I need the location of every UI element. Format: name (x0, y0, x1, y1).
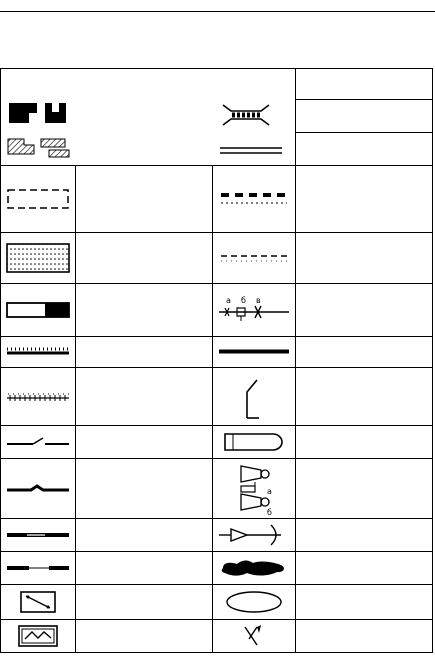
dashed-rectangle-icon (1, 166, 76, 233)
row-right-text (296, 459, 433, 519)
bent-thick-line-icon (1, 459, 76, 519)
flag-mark-icon (213, 620, 296, 653)
row-right-text (296, 426, 433, 459)
dotted-grid-rectangle-icon (1, 233, 76, 284)
row-right-text (296, 585, 433, 620)
row-right-text (296, 519, 433, 552)
labeled-line-abv-icon (213, 284, 296, 337)
row-left-text (76, 166, 213, 233)
header-text-2 (296, 100, 433, 132)
blob-shape-icon (213, 552, 296, 585)
broken-line-switch-icon (1, 426, 76, 459)
bent-pole-icon (213, 368, 296, 426)
row-left-text (76, 459, 213, 519)
table-row (1, 620, 433, 653)
row-right-text (296, 368, 433, 426)
box-zigzag-icon (1, 620, 76, 653)
label-b: б (241, 296, 246, 305)
table-row (1, 284, 433, 337)
gap-thick-line-icon (1, 552, 76, 585)
row-left-text (76, 368, 213, 426)
building-blocks-icon (9, 103, 66, 123)
box-diagonal-icon (1, 585, 76, 620)
bridge-over-road-icon (223, 105, 269, 125)
row-left-text (76, 519, 213, 552)
half-filled-rectangle-icon (1, 284, 76, 337)
thick-line-icon (213, 337, 296, 368)
lamp-pair-icon (213, 459, 296, 519)
row-left-text (76, 585, 213, 620)
row-left-text (76, 552, 213, 585)
double-line-icon (220, 148, 282, 153)
arrow-arc-icon (213, 519, 296, 552)
label-a: а (226, 296, 231, 305)
table-row (1, 233, 433, 284)
row-left-text (76, 284, 213, 337)
capsule-shape-icon (213, 426, 296, 459)
ticked-thin-line-icon (1, 368, 76, 426)
table-row (1, 337, 433, 368)
table-row (1, 426, 433, 459)
row-right-text (296, 284, 433, 337)
table-row (1, 459, 433, 519)
label-v: в (256, 296, 261, 305)
header-text-3 (296, 132, 433, 165)
double-thick-line-icon (1, 519, 76, 552)
hatched-buildings-icon (8, 139, 69, 157)
dashed-thin-line-icon (213, 233, 296, 284)
row-left-text (76, 426, 213, 459)
row-left-text (76, 337, 213, 368)
dashed-heavy-line-icon (213, 166, 296, 233)
row-right-text (296, 166, 433, 233)
row-right-text (296, 552, 433, 585)
row-right-text (296, 233, 433, 284)
table-row (1, 519, 433, 552)
row-right-text (296, 337, 433, 368)
ellipse-icon (213, 585, 296, 620)
table-row (1, 166, 433, 233)
header-row (1, 69, 433, 100)
top-rule (0, 11, 435, 12)
table-row (1, 368, 433, 426)
label-b: б (267, 507, 272, 516)
row-left-text (76, 233, 213, 284)
table-row (1, 585, 433, 620)
ticked-thick-line-icon (1, 337, 76, 368)
header-text-1 (296, 69, 433, 100)
legend-table (0, 68, 433, 653)
label-a: а (267, 486, 272, 496)
row-right-text (296, 620, 433, 653)
table-row (1, 552, 433, 585)
header-symbols-cell (1, 69, 296, 166)
row-left-text (76, 620, 213, 653)
